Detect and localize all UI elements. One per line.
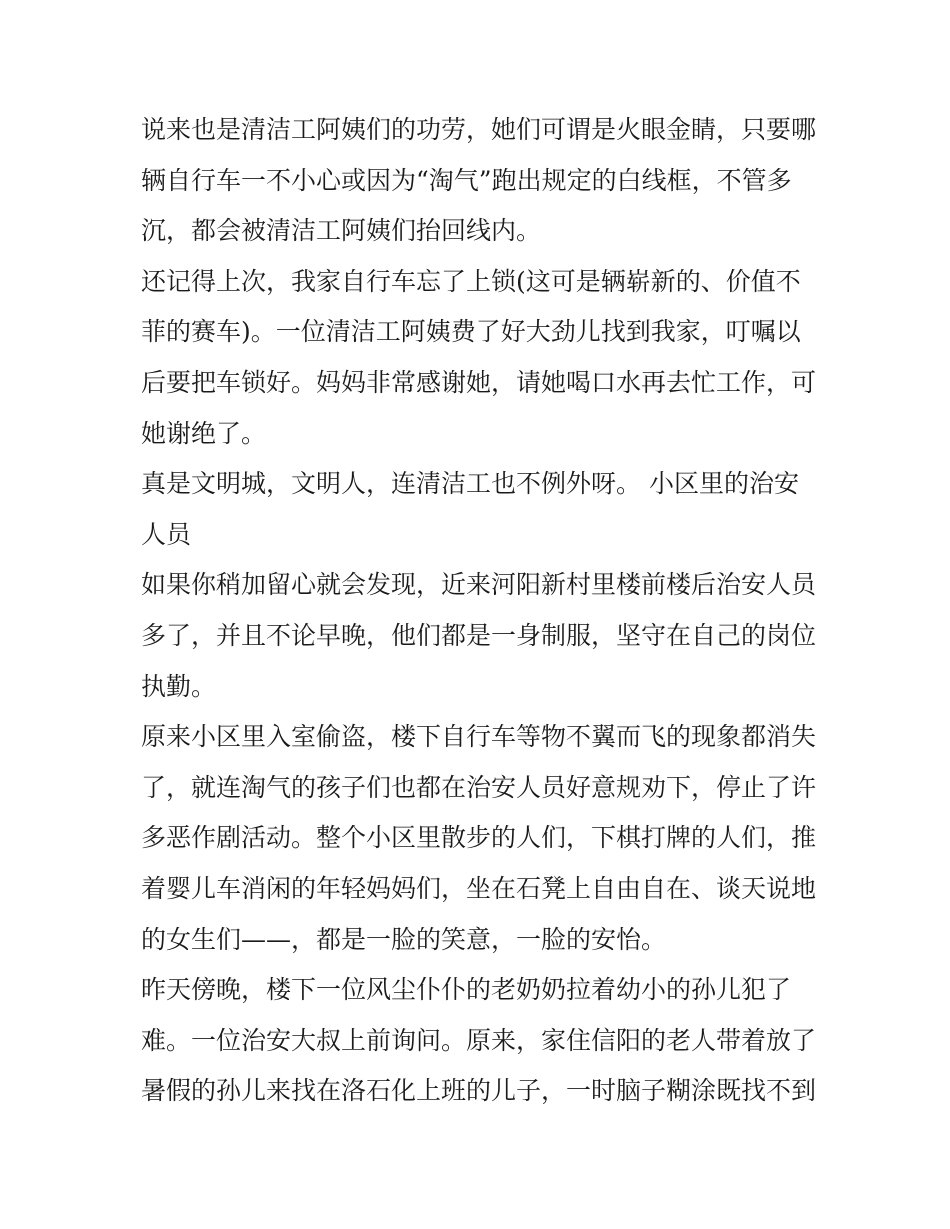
text-line: 人员 xyxy=(141,519,192,549)
text-line: 辆自行车一不小心或因为“淘气”跑出规定的白线框，不管多 xyxy=(141,165,792,195)
text-line: 暑假的孙儿来找在洛石化上班的儿子，一时脑子糊涂既找不到 xyxy=(141,1076,817,1106)
text-line: 的女生们——，都是一脸的笑意，一脸的安怡。 xyxy=(141,924,667,954)
text-line: 多了，并且不论早晚，他们都是一身制服，坚守在自己的岗位 xyxy=(141,620,817,650)
body-text xyxy=(141,105,821,1117)
text-line: 难。一位治安大叔上前询问。原来，家住信阳的老人带着放了 xyxy=(141,1025,817,1055)
text-line: 还记得上次，我家自行车忘了上锁(这可是辆崭新的、价值不 xyxy=(141,266,801,296)
text-line: 执勤。 xyxy=(141,671,217,701)
text-line: 菲的赛车)。一位清洁工阿姨费了好大劲儿找到我家，叮嘱以 xyxy=(141,317,801,347)
text-line: 说来也是清洁工阿姨们的功劳，她们可谓是火眼金睛，只要哪 xyxy=(141,115,817,144)
text-line: 沉，都会被清洁工阿姨们抬回线内。 xyxy=(141,216,542,246)
text-line: 了，就连淘气的孩子们也都在治安人员好意规劝下，停止了许 xyxy=(141,772,817,802)
text-line: 着婴儿车消闲的年轻妈妈们，坐在石凳上自由自在、谈天说地 xyxy=(141,873,817,903)
text-line: 真是文明城，文明人，连清洁工也不例外呀。 小区里的治安 xyxy=(141,469,799,499)
text-line: 她谢绝了。 xyxy=(141,418,267,448)
text-line: 后要把车锁好。妈妈非常感谢她，请她喝口水再去忙工作，可 xyxy=(141,367,817,397)
text-line: 昨天傍晚，楼下一位风尘仆仆的老奶奶拉着幼小的孙儿犯了 xyxy=(141,975,792,1005)
text-line: 原来小区里入室偷盗，楼下自行车等物不翼而飞的现象都消失 xyxy=(141,722,817,752)
text-line: 多恶作剧活动。整个小区里散步的人们，下棋打牌的人们，推 xyxy=(141,823,817,853)
text-line: 如果你稍加留心就会发现，近来河阳新村里楼前楼后治安人员 xyxy=(141,570,817,600)
